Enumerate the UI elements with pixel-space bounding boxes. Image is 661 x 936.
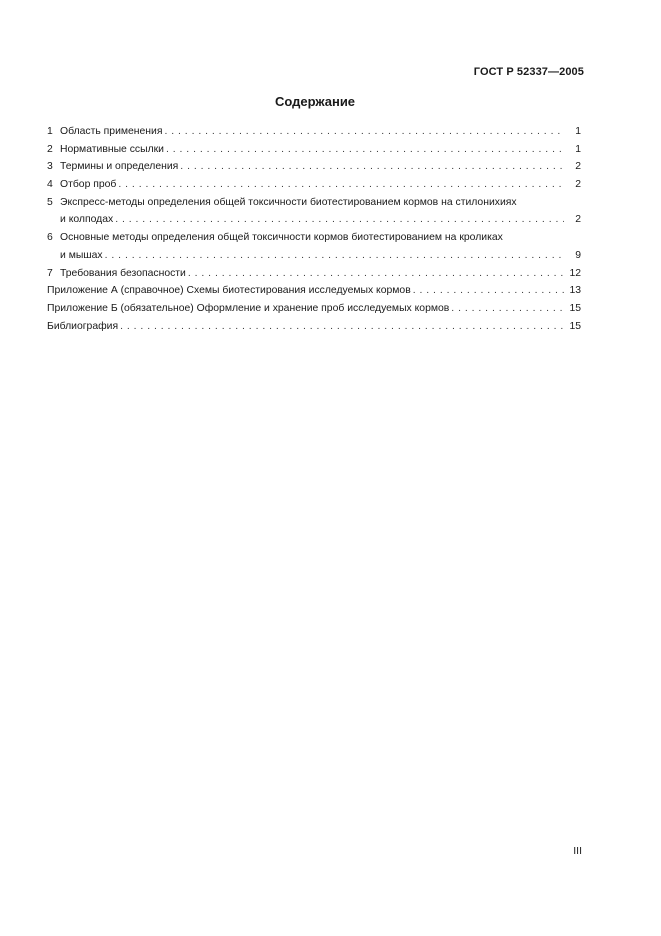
toc-entry-title: Нормативные ссылки: [60, 143, 164, 155]
toc-entry-page: 1: [575, 126, 581, 137]
toc-entry-title: Требования безопасности: [60, 267, 186, 279]
dot-leader: [115, 211, 564, 229]
toc-entry-page: 2: [575, 214, 581, 226]
toc-entry[interactable]: [47, 123, 581, 141]
toc-entry-number: 6: [47, 232, 53, 244]
toc-entry-page: 2: [575, 161, 581, 173]
page-number: III: [573, 845, 582, 857]
toc-entry-appendix-b[interactable]: [47, 300, 581, 318]
table-of-contents: [47, 123, 581, 335]
dot-leader: [413, 282, 564, 300]
dot-leader: [166, 141, 564, 159]
toc-entry-page: 2: [575, 179, 581, 191]
toc-entry-page: 12: [569, 267, 581, 279]
toc-entry-title: Библиография: [47, 320, 119, 332]
toc-entry[interactable]: [47, 265, 581, 283]
toc-title: Содержание: [274, 94, 356, 109]
toc-entry-title: Экспресс-методы определения общей токсичности биотестированием кормов на стилонихиях: [60, 196, 517, 208]
toc-entry-number: 2: [47, 143, 53, 155]
toc-entry[interactable]: [47, 194, 581, 229]
dot-leader: [164, 123, 564, 141]
dot-leader: [105, 247, 564, 265]
toc-entry-number: 3: [47, 161, 53, 173]
toc-entry-page: 15: [569, 320, 581, 332]
toc-entry-page: 13: [569, 285, 581, 297]
toc-entry-title-continuation: и мышах: [60, 249, 103, 261]
toc-entry[interactable]: [47, 176, 581, 194]
toc-entry-number: 4: [47, 179, 53, 191]
dot-leader: [120, 318, 564, 336]
dot-leader: [118, 176, 564, 194]
toc-entry-page: 15: [569, 302, 581, 314]
toc-entry-page: 9: [575, 249, 581, 261]
toc-entry-number: 7: [47, 267, 53, 279]
document-code: ГОСТ Р 52337—2005: [473, 66, 584, 78]
toc-entry-number: 1: [47, 126, 53, 137]
dot-leader: [180, 158, 564, 176]
toc-entry-page: 1: [575, 143, 581, 155]
toc-entry-title: Область применения: [60, 126, 163, 137]
toc-entry-bibliography[interactable]: [47, 318, 581, 336]
toc-entry-title: Отбор проб: [60, 179, 117, 191]
toc-entry[interactable]: [47, 229, 581, 264]
toc-entry-appendix-a[interactable]: [47, 282, 581, 300]
dot-leader: [188, 265, 564, 283]
toc-entry-title: Основные методы определения общей токсичности кормов биотестированием на кроликах: [60, 232, 503, 244]
toc-entry-title: Приложение Б (обязательное) Оформление и хранение проб исследуемых кормов: [47, 302, 450, 314]
toc-entry[interactable]: [47, 141, 581, 159]
toc-entry-number: 5: [47, 196, 53, 208]
toc-entry-title-continuation: и колподах: [60, 214, 114, 226]
dot-leader: [451, 300, 564, 318]
toc-entry-title: Термины и определения: [60, 161, 179, 173]
toc-entry[interactable]: [47, 158, 581, 176]
toc-entry-title: Приложение А (справочное) Схемы биотестирования исследуемых кормов: [47, 285, 411, 297]
